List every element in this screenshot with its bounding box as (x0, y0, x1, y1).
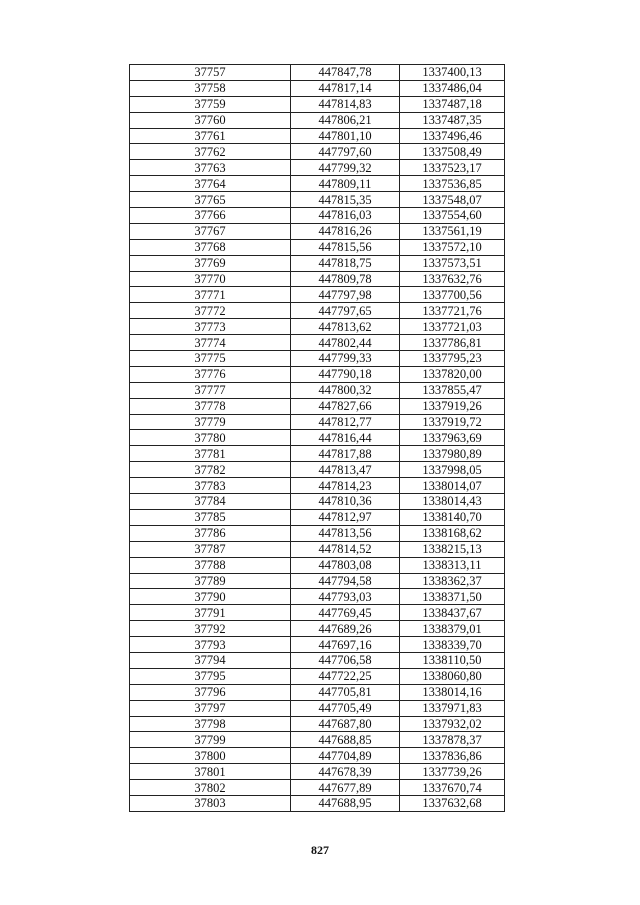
y-coordinate-cell: 1337932,02 (400, 716, 505, 732)
x-coordinate-cell: 447814,52 (291, 541, 400, 557)
x-coordinate-cell: 447827,66 (291, 398, 400, 414)
y-coordinate-cell: 1338014,43 (400, 494, 505, 510)
y-coordinate-cell: 1337855,47 (400, 382, 505, 398)
x-coordinate-cell: 447704,89 (291, 748, 400, 764)
point-number-cell: 37802 (130, 780, 291, 796)
x-coordinate-cell: 447797,60 (291, 144, 400, 160)
point-number-cell: 37801 (130, 764, 291, 780)
y-coordinate-cell: 1338140,70 (400, 509, 505, 525)
y-coordinate-cell: 1338437,67 (400, 605, 505, 621)
x-coordinate-cell: 447812,77 (291, 414, 400, 430)
y-coordinate-cell: 1338110,50 (400, 652, 505, 668)
x-coordinate-cell: 447689,26 (291, 621, 400, 637)
y-coordinate-cell: 1337523,17 (400, 160, 505, 176)
y-coordinate-cell: 1337496,46 (400, 128, 505, 144)
table-row (130, 748, 505, 764)
x-coordinate-cell: 447809,11 (291, 176, 400, 192)
y-coordinate-cell: 1338060,80 (400, 668, 505, 684)
table-row (130, 732, 505, 748)
x-coordinate-cell: 447806,21 (291, 112, 400, 128)
table-row (130, 621, 505, 637)
table-row (130, 668, 505, 684)
y-coordinate-cell: 1338168,62 (400, 525, 505, 541)
x-coordinate-cell: 447677,89 (291, 780, 400, 796)
x-coordinate-cell: 447705,81 (291, 684, 400, 700)
y-coordinate-cell: 1337487,18 (400, 96, 505, 112)
x-coordinate-cell: 447816,44 (291, 430, 400, 446)
y-coordinate-cell: 1337632,76 (400, 271, 505, 287)
point-number-cell: 37760 (130, 112, 291, 128)
table-row (130, 509, 505, 525)
table-row (130, 80, 505, 96)
x-coordinate-cell: 447814,83 (291, 96, 400, 112)
y-coordinate-cell: 1337632,68 (400, 795, 505, 811)
table-row (130, 700, 505, 716)
point-number-cell: 37764 (130, 176, 291, 192)
table-row (130, 112, 505, 128)
point-number-cell: 37768 (130, 239, 291, 255)
y-coordinate-cell: 1337919,26 (400, 398, 505, 414)
y-coordinate-cell: 1337573,51 (400, 255, 505, 271)
x-coordinate-cell: 447814,23 (291, 478, 400, 494)
table-row (130, 414, 505, 430)
y-coordinate-cell: 1337721,03 (400, 319, 505, 335)
table-row (130, 462, 505, 478)
point-number-cell: 37771 (130, 287, 291, 303)
table-row (130, 271, 505, 287)
x-coordinate-cell: 447803,08 (291, 557, 400, 573)
y-coordinate-cell: 1338362,37 (400, 573, 505, 589)
x-coordinate-cell: 447815,56 (291, 239, 400, 255)
x-coordinate-cell: 447678,39 (291, 764, 400, 780)
y-coordinate-cell: 1338339,70 (400, 637, 505, 653)
y-coordinate-cell: 1338014,16 (400, 684, 505, 700)
coordinates-table (129, 64, 505, 812)
table-row (130, 764, 505, 780)
x-coordinate-cell: 447817,14 (291, 80, 400, 96)
point-number-cell: 37776 (130, 366, 291, 382)
x-coordinate-cell: 447722,25 (291, 668, 400, 684)
y-coordinate-cell: 1338014,07 (400, 478, 505, 494)
point-number-cell: 37781 (130, 446, 291, 462)
y-coordinate-cell: 1337836,86 (400, 748, 505, 764)
table-row (130, 716, 505, 732)
point-number-cell: 37761 (130, 128, 291, 144)
y-coordinate-cell: 1337998,05 (400, 462, 505, 478)
y-coordinate-cell: 1337878,37 (400, 732, 505, 748)
table-row (130, 494, 505, 510)
point-number-cell: 37757 (130, 65, 291, 81)
x-coordinate-cell: 447813,47 (291, 462, 400, 478)
table-row (130, 65, 505, 81)
x-coordinate-cell: 447799,32 (291, 160, 400, 176)
table-row (130, 144, 505, 160)
point-number-cell: 37793 (130, 637, 291, 653)
y-coordinate-cell: 1338313,11 (400, 557, 505, 573)
y-coordinate-cell: 1337739,26 (400, 764, 505, 780)
y-coordinate-cell: 1337572,10 (400, 239, 505, 255)
x-coordinate-cell: 447799,33 (291, 351, 400, 367)
y-coordinate-cell: 1337919,72 (400, 414, 505, 430)
coordinates-table-body (130, 65, 505, 812)
x-coordinate-cell: 447790,18 (291, 366, 400, 382)
table-row (130, 478, 505, 494)
table-row (130, 176, 505, 192)
table-row (130, 319, 505, 335)
table-row (130, 398, 505, 414)
y-coordinate-cell: 1337795,23 (400, 351, 505, 367)
x-coordinate-cell: 447809,78 (291, 271, 400, 287)
x-coordinate-cell: 447794,58 (291, 573, 400, 589)
x-coordinate-cell: 447817,88 (291, 446, 400, 462)
point-number-cell: 37798 (130, 716, 291, 732)
x-coordinate-cell: 447816,03 (291, 208, 400, 224)
table-row (130, 96, 505, 112)
x-coordinate-cell: 447813,62 (291, 319, 400, 335)
x-coordinate-cell: 447769,45 (291, 605, 400, 621)
x-coordinate-cell: 447688,85 (291, 732, 400, 748)
x-coordinate-cell: 447801,10 (291, 128, 400, 144)
point-number-cell: 37800 (130, 748, 291, 764)
y-coordinate-cell: 1338215,13 (400, 541, 505, 557)
y-coordinate-cell: 1337820,00 (400, 366, 505, 382)
page-number: 827 (311, 843, 329, 857)
table-row (130, 446, 505, 462)
point-number-cell: 37792 (130, 621, 291, 637)
table-row (130, 303, 505, 319)
point-number-cell: 37769 (130, 255, 291, 271)
table-row (130, 208, 505, 224)
point-number-cell: 37785 (130, 509, 291, 525)
point-number-cell: 37773 (130, 319, 291, 335)
table-row (130, 541, 505, 557)
y-coordinate-cell: 1337980,89 (400, 446, 505, 462)
point-number-cell: 37759 (130, 96, 291, 112)
y-coordinate-cell: 1337971,83 (400, 700, 505, 716)
point-number-cell: 37783 (130, 478, 291, 494)
point-number-cell: 37766 (130, 208, 291, 224)
x-coordinate-cell: 447810,36 (291, 494, 400, 510)
table-row (130, 351, 505, 367)
table-row (130, 780, 505, 796)
table-row (130, 335, 505, 351)
point-number-cell: 37791 (130, 605, 291, 621)
x-coordinate-cell: 447813,56 (291, 525, 400, 541)
table-row (130, 366, 505, 382)
point-number-cell: 37780 (130, 430, 291, 446)
point-number-cell: 37789 (130, 573, 291, 589)
point-number-cell: 37803 (130, 795, 291, 811)
table-row (130, 684, 505, 700)
x-coordinate-cell: 447688,95 (291, 795, 400, 811)
y-coordinate-cell: 1337486,04 (400, 80, 505, 96)
y-coordinate-cell: 1337721,76 (400, 303, 505, 319)
x-coordinate-cell: 447802,44 (291, 335, 400, 351)
x-coordinate-cell: 447816,26 (291, 223, 400, 239)
table-row (130, 239, 505, 255)
table-row (130, 652, 505, 668)
x-coordinate-cell: 447800,32 (291, 382, 400, 398)
x-coordinate-cell: 447812,97 (291, 509, 400, 525)
y-coordinate-cell: 1338379,01 (400, 621, 505, 637)
table-row (130, 589, 505, 605)
y-coordinate-cell: 1337700,56 (400, 287, 505, 303)
point-number-cell: 37762 (130, 144, 291, 160)
y-coordinate-cell: 1337400,13 (400, 65, 505, 81)
table-row (130, 128, 505, 144)
point-number-cell: 37763 (130, 160, 291, 176)
point-number-cell: 37778 (130, 398, 291, 414)
point-number-cell: 37796 (130, 684, 291, 700)
table-row (130, 525, 505, 541)
y-coordinate-cell: 1338371,50 (400, 589, 505, 605)
point-number-cell: 37790 (130, 589, 291, 605)
y-coordinate-cell: 1337670,74 (400, 780, 505, 796)
table-row (130, 605, 505, 621)
point-number-cell: 37767 (130, 223, 291, 239)
point-number-cell: 37770 (130, 271, 291, 287)
point-number-cell: 37765 (130, 192, 291, 208)
x-coordinate-cell: 447797,98 (291, 287, 400, 303)
table-row (130, 573, 505, 589)
y-coordinate-cell: 1337487,35 (400, 112, 505, 128)
x-coordinate-cell: 447705,49 (291, 700, 400, 716)
x-coordinate-cell: 447818,75 (291, 255, 400, 271)
point-number-cell: 37784 (130, 494, 291, 510)
table-row (130, 430, 505, 446)
point-number-cell: 37799 (130, 732, 291, 748)
point-number-cell: 37795 (130, 668, 291, 684)
y-coordinate-cell: 1337554,60 (400, 208, 505, 224)
point-number-cell: 37787 (130, 541, 291, 557)
x-coordinate-cell: 447697,16 (291, 637, 400, 653)
point-number-cell: 37788 (130, 557, 291, 573)
table-row (130, 637, 505, 653)
point-number-cell: 37775 (130, 351, 291, 367)
table-row (130, 255, 505, 271)
point-number-cell: 37782 (130, 462, 291, 478)
y-coordinate-cell: 1337536,85 (400, 176, 505, 192)
y-coordinate-cell: 1337963,69 (400, 430, 505, 446)
table-row (130, 795, 505, 811)
y-coordinate-cell: 1337548,07 (400, 192, 505, 208)
y-coordinate-cell: 1337786,81 (400, 335, 505, 351)
table-row (130, 557, 505, 573)
point-number-cell: 37774 (130, 335, 291, 351)
x-coordinate-cell: 447797,65 (291, 303, 400, 319)
y-coordinate-cell: 1337508,49 (400, 144, 505, 160)
point-number-cell: 37786 (130, 525, 291, 541)
table-row (130, 382, 505, 398)
table-row (130, 287, 505, 303)
x-coordinate-cell: 447793,03 (291, 589, 400, 605)
point-number-cell: 37797 (130, 700, 291, 716)
point-number-cell: 37772 (130, 303, 291, 319)
table-row (130, 160, 505, 176)
y-coordinate-cell: 1337561,19 (400, 223, 505, 239)
point-number-cell: 37758 (130, 80, 291, 96)
x-coordinate-cell: 447706,58 (291, 652, 400, 668)
x-coordinate-cell: 447687,80 (291, 716, 400, 732)
x-coordinate-cell: 447847,78 (291, 65, 400, 81)
point-number-cell: 37777 (130, 382, 291, 398)
point-number-cell: 37779 (130, 414, 291, 430)
table-row (130, 192, 505, 208)
point-number-cell: 37794 (130, 652, 291, 668)
x-coordinate-cell: 447815,35 (291, 192, 400, 208)
table-row (130, 223, 505, 239)
